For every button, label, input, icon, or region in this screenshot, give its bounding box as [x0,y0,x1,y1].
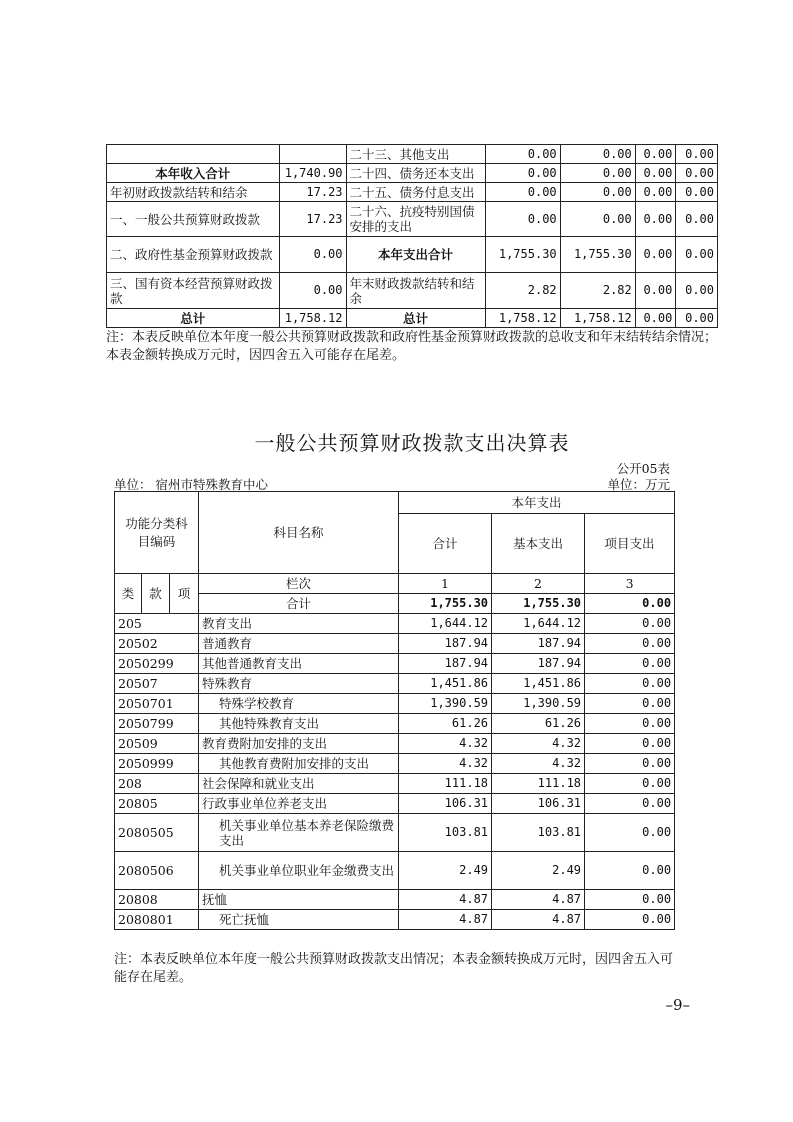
cell-basic: 1,451.86 [492,674,585,694]
cell-v4: 0.00 [676,309,718,328]
cell-left-value: 0.00 [279,237,346,273]
table-row [115,814,675,852]
cell-v1: 1,755.30 [485,237,560,273]
summary-project: 0.00 [585,594,675,614]
table-row [107,164,718,183]
header-column-no: 栏次 [199,574,399,594]
cell-total: 187.94 [399,634,492,654]
cell-left-label: 总计 [107,309,280,328]
cell-basic: 111.18 [492,774,585,794]
unit-label: 单位：万元 [607,477,670,492]
expenditure-table [114,491,675,930]
cell-v4: 0.00 [676,237,718,273]
summary-total: 1,755.30 [399,594,492,614]
cell-total: 111.18 [399,774,492,794]
table-row [107,145,718,164]
cell-right-label: 总计 [346,309,485,328]
table-row [115,910,675,930]
cell-basic: 106.31 [492,794,585,814]
cell-left-value: 17.23 [279,202,346,237]
cell-right-label: 二十三、其他支出 [346,145,485,164]
cell-v3: 0.00 [635,237,676,273]
income-expense-summary-table [106,144,718,328]
cell-v2: 0.00 [560,183,635,202]
cell-total: 61.26 [399,714,492,734]
cell-basic: 61.26 [492,714,585,734]
cell-v2: 1,758.12 [560,309,635,328]
cell-code: 2050799 [115,714,199,734]
cell-subject-name: 行政事业单位养老支出 [199,794,399,814]
header-lei: 类 [115,574,142,614]
cell-basic: 4.32 [492,734,585,754]
cell-code: 2050299 [115,654,199,674]
header-kuan: 款 [142,574,170,614]
cell-code: 2080505 [115,814,199,852]
cell-project: 0.00 [585,634,675,654]
table-row [107,273,718,309]
cell-right-label: 二十六、抗疫特别国债安排的支出 [346,202,485,237]
cell-v4: 0.00 [676,145,718,164]
cell-right-label: 年末财政拨款结转和结余 [346,273,485,309]
cell-code: 2080801 [115,910,199,930]
header-col1: 1 [399,574,492,594]
cell-v1: 0.00 [485,183,560,202]
cell-total: 1,451.86 [399,674,492,694]
header-project: 项目支出 [585,514,675,574]
cell-v1: 0.00 [485,202,560,237]
cell-v3: 0.00 [635,273,676,309]
form-number: 公开05表 [616,461,670,476]
table-row [115,774,675,794]
cell-left-label: 二、政府性基金预算财政拨款 [107,237,280,273]
header-xiang: 项 [170,574,199,614]
cell-left-value: 1,758.12 [279,309,346,328]
cell-subject-name: 其他特殊教育支出 [199,714,399,734]
page-title: 一般公共预算财政拨款支出决算表 [254,431,570,455]
cell-project: 0.00 [585,794,675,814]
table-row [115,852,675,890]
cell-right-label: 二十五、债务付息支出 [346,183,485,202]
cell-project: 0.00 [585,814,675,852]
cell-total: 106.31 [399,794,492,814]
cell-code: 20509 [115,734,199,754]
table-row [115,794,675,814]
cell-v3: 0.00 [635,202,676,237]
cell-subject-name: 机关事业单位基本养老保险缴费支出 [199,814,399,852]
cell-subject-name: 特殊教育 [199,674,399,694]
cell-code: 208 [115,774,199,794]
cell-subject-name: 普通教育 [199,634,399,654]
cell-total: 4.32 [399,754,492,774]
cell-code: 20808 [115,890,199,910]
cell-total: 187.94 [399,654,492,674]
cell-basic: 4.32 [492,754,585,774]
cell-right-label: 二十四、债务还本支出 [346,164,485,183]
cell-project: 0.00 [585,674,675,694]
cell-subject-name: 死亡抚恤 [199,910,399,930]
table-row [115,654,675,674]
cell-total: 4.87 [399,910,492,930]
cell-subject-name: 其他普通教育支出 [199,654,399,674]
table-row [107,309,718,328]
cell-v4: 0.00 [676,164,718,183]
table-row [115,734,675,754]
cell-basic: 1,644.12 [492,614,585,634]
cell-total: 103.81 [399,814,492,852]
cell-left-value: 0.00 [279,273,346,309]
cell-v1: 0.00 [485,145,560,164]
cell-basic: 4.87 [492,910,585,930]
cell-code: 20805 [115,794,199,814]
table-row [115,694,675,714]
table-row [115,890,675,910]
cell-subject-name: 特殊学校教育 [199,694,399,714]
cell-project: 0.00 [585,734,675,754]
header-basic: 基本支出 [492,514,585,574]
cell-subject-name: 抚恤 [199,890,399,910]
cell-v4: 0.00 [676,273,718,309]
cell-basic: 187.94 [492,634,585,654]
cell-subject-name: 教育费附加安排的支出 [199,734,399,754]
cell-basic: 1,390.59 [492,694,585,714]
cell-v2: 1,755.30 [560,237,635,273]
cell-project: 0.00 [585,890,675,910]
cell-left-value [279,145,346,164]
table-row [107,202,718,237]
cell-code: 20502 [115,634,199,654]
cell-total: 1,390.59 [399,694,492,714]
cell-right-label: 本年支出合计 [346,237,485,273]
cell-v4: 0.00 [676,202,718,237]
cell-v1: 2.82 [485,273,560,309]
cell-left-label: 三、国有资本经营预算财政拨款 [107,273,280,309]
cell-left-value: 17.23 [279,183,346,202]
cell-project: 0.00 [585,614,675,634]
cell-basic: 187.94 [492,654,585,674]
header-total: 合计 [399,514,492,574]
cell-v3: 0.00 [635,309,676,328]
cell-code: 205 [115,614,199,634]
header-col3: 3 [585,574,675,594]
cell-subject-name: 其他教育费附加安排的支出 [199,754,399,774]
cell-v2: 0.00 [560,145,635,164]
cell-v1: 0.00 [485,164,560,183]
cell-basic: 2.49 [492,852,585,890]
cell-project: 0.00 [585,852,675,890]
cell-basic: 4.87 [492,890,585,910]
cell-v3: 0.00 [635,183,676,202]
cell-project: 0.00 [585,694,675,714]
cell-v2: 0.00 [560,202,635,237]
cell-v3: 0.00 [635,145,676,164]
cell-left-label [107,145,280,164]
cell-total: 4.87 [399,890,492,910]
cell-project: 0.00 [585,714,675,734]
cell-code: 20507 [115,674,199,694]
cell-subject-name: 社会保障和就业支出 [199,774,399,794]
table-row [115,674,675,694]
cell-subject-name: 教育支出 [199,614,399,634]
table-row [107,237,718,273]
cell-code: 2050701 [115,694,199,714]
cell-code: 2050999 [115,754,199,774]
cell-v4: 0.00 [676,183,718,202]
header-current-year: 本年支出 [399,492,675,514]
table-row [115,614,675,634]
cell-total: 4.32 [399,734,492,754]
cell-subject-name: 机关事业单位职业年金缴费支出 [199,852,399,890]
cell-total: 1,644.12 [399,614,492,634]
cell-basic: 103.81 [492,814,585,852]
header-col2: 2 [492,574,585,594]
table-row [115,634,675,654]
cell-v2: 2.82 [560,273,635,309]
cell-left-label: 一、一般公共预算财政拨款 [107,202,280,237]
cell-v3: 0.00 [635,164,676,183]
cell-left-value: 1,740.90 [279,164,346,183]
header-subject-name: 科目名称 [199,492,399,574]
cell-v2: 0.00 [560,164,635,183]
cell-left-label: 年初财政拨款结转和结余 [107,183,280,202]
cell-project: 0.00 [585,774,675,794]
cell-project: 0.00 [585,654,675,674]
summary-basic: 1,755.30 [492,594,585,614]
header-func-code: 功能分类科目编码 [115,492,199,574]
expenditure-table-note: 注：本表反映单位本年度一般公共预算财政拨款支出情况；本表金额转换成万元时，因四舍五入可能存在尾差。 [114,952,674,985]
cell-project: 0.00 [585,754,675,774]
table-row [115,714,675,734]
cell-code: 2080506 [115,852,199,890]
table-row [115,754,675,774]
top-table-note: 注：本表反映单位本年度一般公共预算财政拨款和政府性基金预算财政拨款的总收支和年末结转结余情况；本表金额转换成万元时，因四舍五入可能存在尾差。 [106,330,718,363]
unit-name: 单位： 宿州市特殊教育中心 [114,477,268,492]
cell-left-label: 本年收入合计 [107,164,280,183]
summary-label: 合计 [199,594,399,614]
cell-total: 2.49 [399,852,492,890]
page-number: –9– [665,996,690,1014]
cell-v1: 1,758.12 [485,309,560,328]
table-row [107,183,718,202]
cell-project: 0.00 [585,910,675,930]
